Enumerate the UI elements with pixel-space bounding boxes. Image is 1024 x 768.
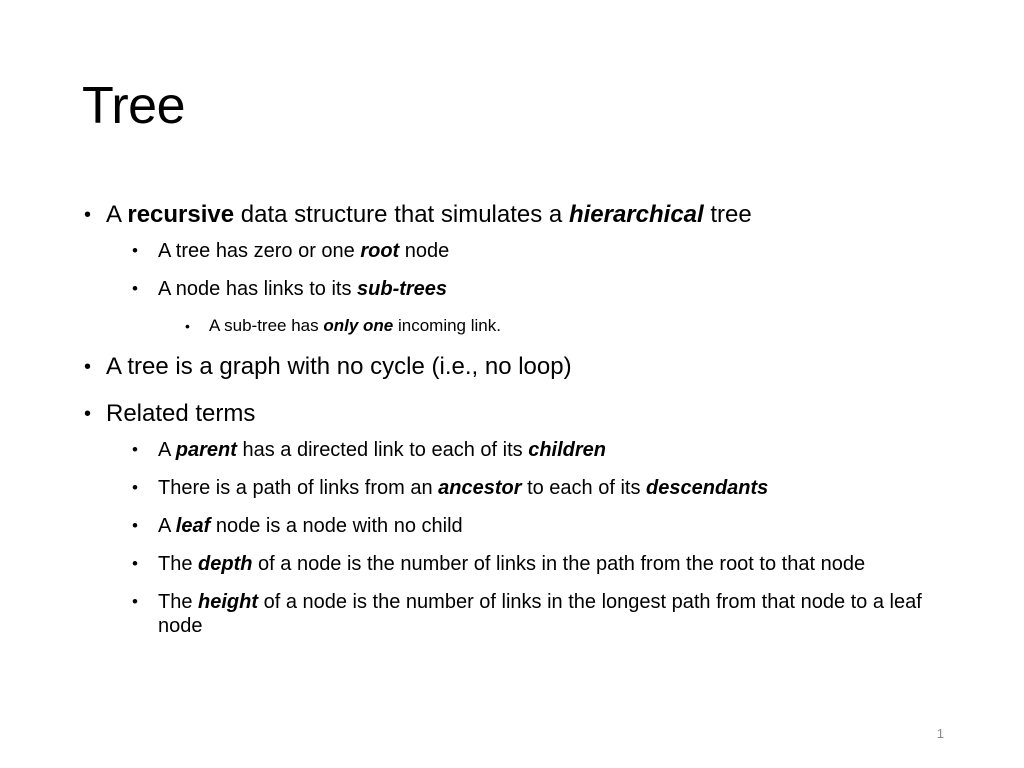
bullet-text: A sub-tree has only one incoming link.	[209, 316, 501, 335]
bullet-text: Related terms	[106, 400, 256, 427]
bullet-dot-icon: •	[132, 516, 138, 535]
bullet-dot-icon: •	[185, 318, 190, 334]
bullet-text: A parent has a directed link to each of its children	[158, 439, 606, 461]
slide-title: Tree	[82, 77, 185, 135]
bullet-text: A tree is a graph with no cycle (i.e., no loop)	[106, 353, 572, 380]
bullet-level-2	[82, 476, 952, 500]
bullet-level-2	[82, 239, 952, 263]
bullet-dot-icon: •	[84, 403, 92, 425]
bullet-dot-icon: •	[132, 440, 138, 459]
bullet-dot-icon: •	[84, 204, 92, 226]
bullet-text: The height of a node is the number of links in the longest path from that node to a leaf node	[158, 591, 922, 637]
bullet-dot-icon: •	[132, 279, 138, 298]
bullet-dot-icon: •	[132, 241, 138, 260]
bullet-level-2	[82, 438, 952, 462]
bullet-text: There is a path of links from an ancestor to each of its descendants	[158, 477, 769, 499]
bullet-level-1	[82, 399, 952, 428]
bullet-level-1	[82, 200, 952, 229]
bullet-level-3	[82, 315, 952, 336]
bullet-list	[82, 200, 952, 652]
bullet-level-2	[82, 514, 952, 538]
bullet-dot-icon: •	[84, 356, 92, 378]
bullet-text: A leaf node is a node with no child	[158, 515, 463, 537]
page-number: 1	[936, 726, 944, 741]
bullet-level-1	[82, 352, 952, 381]
bullet-text: A tree has zero or one root node	[158, 240, 450, 262]
bullet-dot-icon: •	[132, 478, 138, 497]
bullet-text: The depth of a node is the number of links in the path from the root to that node	[158, 553, 866, 575]
bullet-text: A recursive data structure that simulates a hierarchical tree	[106, 201, 752, 228]
bullet-level-2	[82, 277, 952, 301]
bullet-dot-icon: •	[132, 592, 138, 611]
bullet-level-2	[82, 552, 952, 576]
bullet-level-2	[82, 590, 952, 638]
bullet-text: A node has links to its sub-trees	[158, 278, 448, 300]
bullet-dot-icon: •	[132, 554, 138, 573]
